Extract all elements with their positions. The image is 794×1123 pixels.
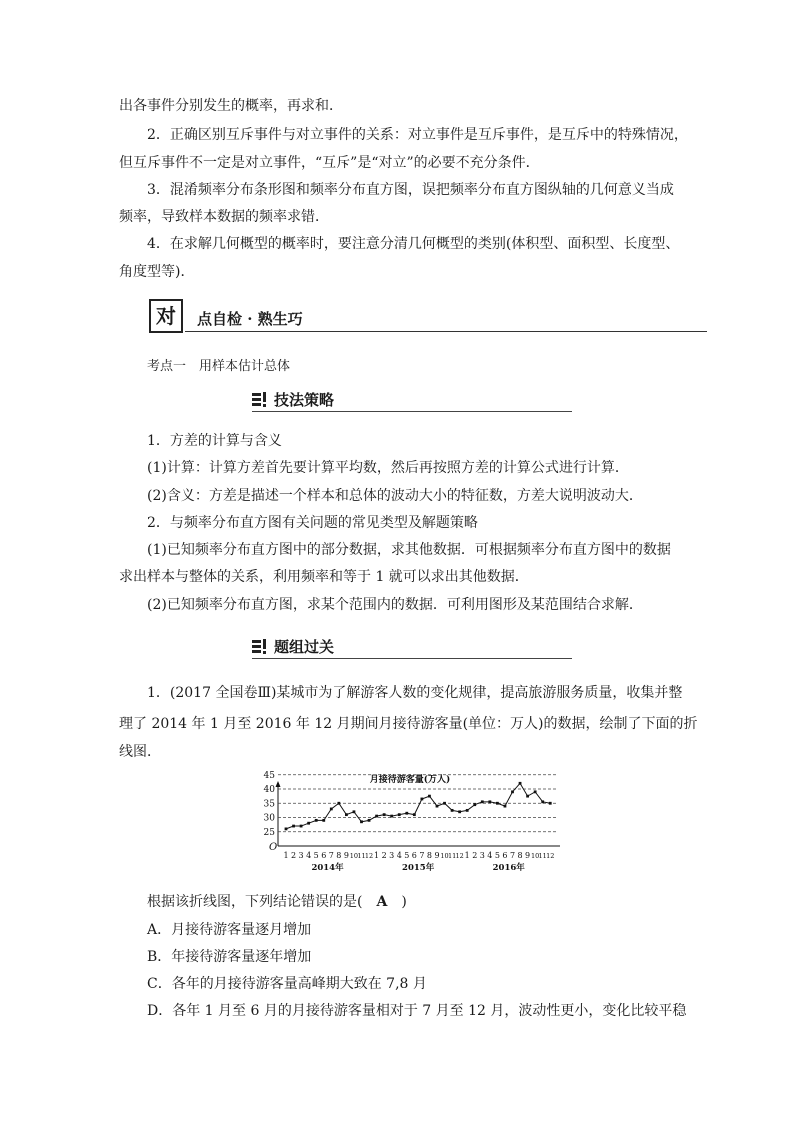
data-point bbox=[436, 805, 439, 808]
section-rule bbox=[185, 331, 707, 332]
y-tick-label: 25 bbox=[263, 827, 275, 838]
x-tick-label: 12 bbox=[546, 852, 555, 860]
option-d: D．各年 1 月至 6 月的月接待游客量相对于 7 月至 12 月，波动性更小，变化比较平稳 bbox=[147, 1003, 687, 1019]
origin-label: O bbox=[269, 842, 278, 853]
x-tick-label: 11 bbox=[357, 852, 366, 860]
x-tick-label: 8 bbox=[426, 851, 432, 860]
problem-line-2: 理了 2014 年 1 月至 2016 年 12 月期间月接待游客量(单位：万人)的数据，绘制了下面的折 bbox=[119, 716, 698, 732]
intro-line-5: 频率，导致样本数据的频率求错． bbox=[119, 209, 329, 225]
x-tick-label: 5 bbox=[494, 851, 500, 860]
intro-line-2: 2．正确区别互斥事件与对立事件的关系：对立事件是互斥事件，是互斥中的特殊情况， bbox=[147, 127, 688, 143]
data-point bbox=[519, 782, 522, 785]
banner-strategy bbox=[252, 386, 572, 412]
banner-strategy-label: 技法策略 bbox=[274, 391, 335, 409]
data-point bbox=[315, 819, 318, 822]
x-tick-label: 1 bbox=[283, 851, 289, 860]
x-tick-label: 9 bbox=[434, 851, 440, 860]
banner-rule bbox=[252, 411, 572, 412]
x-tick-label: 3 bbox=[298, 851, 304, 860]
year-label: 2015年 bbox=[402, 863, 435, 873]
data-point bbox=[330, 808, 333, 811]
year-label: 2014年 bbox=[311, 863, 344, 873]
y-tick-label: 30 bbox=[263, 813, 275, 824]
data-point bbox=[353, 810, 356, 813]
data-point bbox=[504, 805, 507, 808]
topic-heading: 考点一 用样本估计总体 bbox=[147, 359, 291, 374]
y-tick-label: 45 bbox=[263, 770, 275, 781]
strategy-line-6: 求出样本与整体的关系，利用频率和等于 1 就可以求出其他数据． bbox=[119, 569, 529, 585]
series-line bbox=[286, 783, 550, 829]
x-tick-label: 10 bbox=[349, 852, 359, 860]
intro-line-4: 3．混淆频率分布条形图和频率分布直方图，误把频率分布直方图纵轴的几何意义当成 bbox=[147, 182, 674, 198]
option-c: C．各年的月接待游客量高峰期大致在 7,8 月 bbox=[147, 976, 427, 992]
data-point bbox=[405, 812, 408, 815]
problem-line-3: 线图． bbox=[119, 744, 161, 760]
x-tick-label: 1 bbox=[374, 851, 380, 860]
x-tick-label: 3 bbox=[479, 851, 485, 860]
bars-icon bbox=[252, 638, 268, 654]
x-tick-label: 7 bbox=[419, 851, 425, 860]
year-label: 2016年 bbox=[492, 863, 525, 873]
data-point bbox=[413, 813, 416, 816]
x-tick-label: 12 bbox=[455, 852, 464, 860]
data-point bbox=[337, 802, 340, 805]
x-tick-label: 3 bbox=[389, 851, 395, 860]
x-tick-label: 4 bbox=[396, 851, 402, 860]
x-tick-label: 5 bbox=[404, 851, 410, 860]
x-tick-label: 2 bbox=[381, 851, 387, 860]
data-point bbox=[375, 815, 378, 818]
intro-line-1: 出各事件分别发生的概率，再求和． bbox=[119, 98, 343, 114]
problem-line-1: 1．(2017 全国卷Ⅲ)某城市为了解游客人数的变化规律，提高旅游服务质量，收集并整 bbox=[147, 685, 683, 701]
banner-exercises-label: 题组过关 bbox=[274, 638, 335, 656]
y-tick-label: 35 bbox=[263, 799, 275, 810]
data-point bbox=[488, 800, 491, 803]
data-point bbox=[285, 828, 288, 831]
x-tick-label: 9 bbox=[343, 851, 349, 860]
x-tick-label: 11 bbox=[447, 852, 457, 860]
data-point bbox=[300, 825, 303, 828]
data-point bbox=[390, 815, 393, 818]
x-tick-label: 6 bbox=[411, 851, 417, 860]
banner-rule bbox=[252, 658, 572, 659]
data-point bbox=[473, 803, 476, 806]
strategy-line-5: (1)已知频率分布直方图中的部分数据，求其他数据．可根据频率分布直方图中的数据 bbox=[147, 542, 671, 558]
option-a: A．月接待游客量逐月增加 bbox=[147, 922, 312, 938]
intro-line-6: 4．在求解几何概型的概率时，要注意分清几何概型的类别(体积型、面积型、长度型、 bbox=[147, 236, 680, 252]
data-point bbox=[368, 819, 371, 822]
x-tick-label: 1 bbox=[464, 851, 470, 860]
strategy-line-2: (1)计算：计算方差首先要计算平均数，然后再按照方差的计算公式进行计算． bbox=[147, 460, 629, 476]
x-tick-label: 6 bbox=[321, 851, 327, 860]
data-point bbox=[541, 800, 544, 803]
data-point bbox=[322, 819, 325, 822]
strategy-line-4: 2．与频率分布直方图有关问题的常见类型及解题策略 bbox=[147, 515, 478, 531]
x-tick-label: 4 bbox=[487, 851, 493, 860]
banner-exercises bbox=[252, 633, 572, 659]
data-point bbox=[307, 822, 310, 825]
x-tick-label: 12 bbox=[364, 852, 374, 860]
data-point bbox=[534, 790, 537, 793]
strategy-line-1: 1．方差的计算与含义 bbox=[147, 433, 282, 449]
data-point bbox=[526, 795, 529, 798]
bars-icon bbox=[252, 391, 268, 407]
x-tick-label: 7 bbox=[509, 851, 516, 860]
x-tick-label: 6 bbox=[502, 851, 508, 860]
chart-title: 月接待游客量(万人) bbox=[369, 775, 451, 785]
x-tick-label: 2 bbox=[291, 851, 297, 860]
section-marker-box: 对 bbox=[149, 299, 183, 333]
strategy-line-3: (2)含义：方差是描述一个样本和总体的波动大小的特征数，方差大说明波动大． bbox=[147, 488, 643, 504]
data-point bbox=[511, 790, 514, 793]
data-point bbox=[481, 800, 484, 803]
visitor-line-chart bbox=[260, 770, 560, 885]
x-tick-label: 4 bbox=[306, 851, 312, 860]
x-tick-label: 8 bbox=[336, 851, 342, 860]
data-point bbox=[496, 802, 499, 805]
data-point bbox=[360, 820, 363, 823]
answer-letter: A bbox=[376, 894, 388, 910]
data-point bbox=[428, 795, 431, 798]
question-suffix: ) bbox=[387, 894, 407, 910]
x-tick-label: 5 bbox=[313, 851, 319, 860]
x-tick-label: 2 bbox=[472, 851, 478, 860]
data-point bbox=[383, 813, 386, 816]
y-axis-arrow bbox=[276, 781, 281, 787]
intro-line-7: 角度型等)． bbox=[119, 264, 195, 280]
intro-line-3: 但互斥事件不一定是对立事件，“互斥”是“对立”的必要不充分条件． bbox=[119, 155, 540, 171]
data-point bbox=[466, 809, 469, 812]
x-tick-label: 9 bbox=[525, 851, 531, 860]
strategy-line-7: (2)已知频率分布直方图，求某个范围内的数据．可利用图形及某范围结合求解． bbox=[147, 597, 643, 613]
option-b: B．年接待游客量逐年增加 bbox=[147, 949, 312, 965]
x-tick-label: 7 bbox=[328, 851, 334, 860]
data-point bbox=[458, 810, 461, 813]
x-tick-label: 11 bbox=[538, 852, 547, 860]
question-prefix: 根据该折线图，下列结论错误的是( bbox=[147, 894, 377, 910]
x-tick-label: 8 bbox=[517, 851, 523, 860]
data-point bbox=[421, 798, 424, 801]
data-point bbox=[549, 802, 552, 805]
data-point bbox=[443, 802, 446, 805]
question-line bbox=[147, 892, 407, 912]
x-tick-label: 10 bbox=[440, 852, 449, 860]
data-point bbox=[451, 809, 454, 812]
y-tick-label: 40 bbox=[263, 785, 275, 795]
data-point bbox=[345, 813, 348, 816]
section-title: 点自检 · 熟生巧 bbox=[197, 310, 303, 328]
x-tick-label: 10 bbox=[531, 852, 540, 860]
data-point bbox=[292, 825, 295, 828]
data-point bbox=[398, 813, 401, 816]
